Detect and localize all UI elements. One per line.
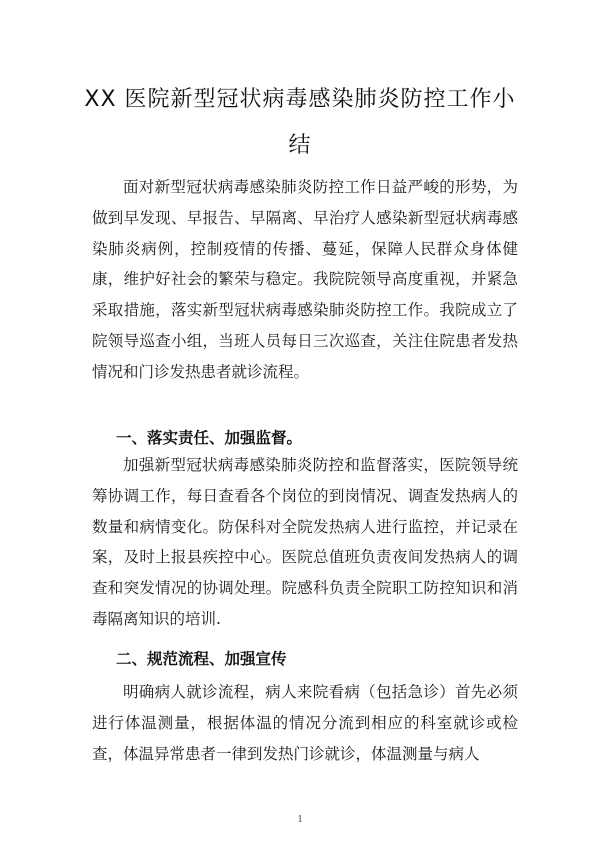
document-title-line2: 结	[288, 133, 312, 158]
section2-paragraph: 明确病人就诊流程，病人来院看病（包括急诊）首先必须进行体温测量，根据体温的情况分流到相应的科室就诊或检查，体温异常患者一律到发热门诊就诊，体温测量与病人	[92, 683, 518, 763]
section1-paragraph: 加强新型冠状病毒感染肺炎防控和监督落实，医院领导统筹协调工作，每日查看各个岗位的到岗情况、调查发热病人的数量和病情变化。防保科对全院发热病人进行监控，并记录在案，及时上报县疾控中心。医院总值班负责夜间发热病人的调查和突发情况的协调处理。院感科负责全院职工防控知识和消毒隔离知识的培训.	[92, 456, 518, 628]
intro-paragraph: 面对新型冠状病毒感染肺炎防控工作日益严峻的形势，为做到早发现、早报告、早隔离、早治疗人感染新型冠状病毒感染肺炎病例，控制疫情的传播、蔓延，保障人民群众身体健康，维护好社会的繁荣与稳定。我院院领导高度重视，并紧急采取措施，落实新型冠状病毒感染肺炎防控工作。我院成立了院领导巡查小组，当班人员每日三次巡查，关注住院患者发热情况和门诊发热患者就诊流程。	[92, 178, 518, 381]
document-title-line1: XX 医院新型冠状病毒感染肺炎防控工作小	[84, 87, 516, 112]
section2-heading: 二、规范流程、加强宣传	[116, 650, 287, 668]
section1-heading: 一、落实责任、加强监督。	[116, 429, 303, 447]
page-number: 1	[297, 814, 303, 825]
